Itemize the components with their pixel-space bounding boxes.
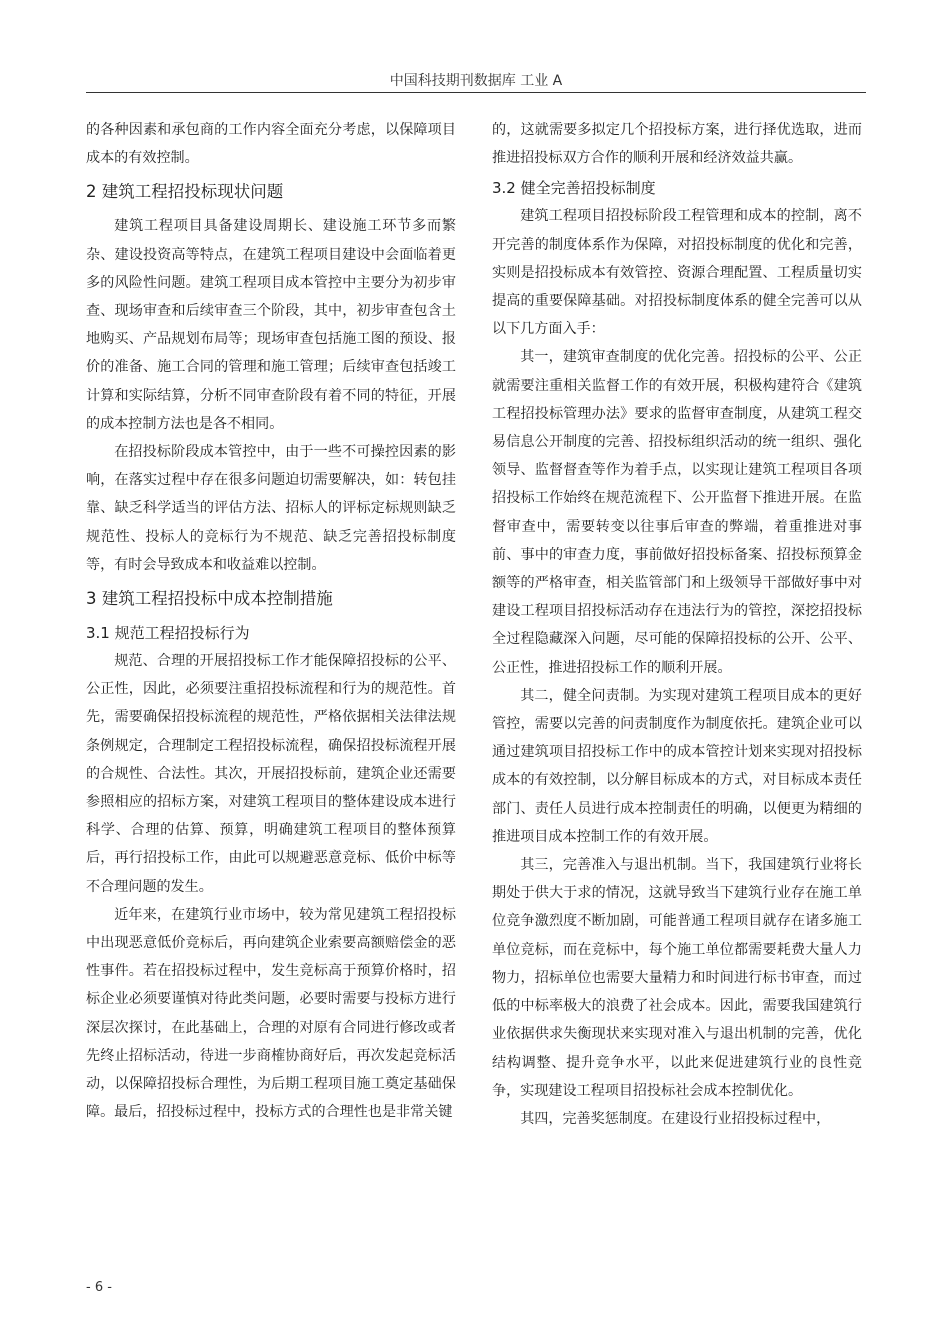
header-rule: [86, 92, 866, 93]
paragraph: 其三，完善准入与退出机制。当下，我国建筑行业将长期处于供大于求的情况，这就导致当下建筑行业存在施工单位竞争激烈度不断加剧，可能普通工程项目就存在诸多施工单位竞标，而在竞标中，每个施工单位都需要耗费大量人力物力，招标单位也需要大量精力和时间进行标书审查，而过低的中标率极大的浪费了社会成本。因此，需要我国建筑行业依据供求失衡现状来实现对准入与退出机制的完善，优化结构调整、提升竞争水平，以此来促进建筑行业的良性竞争，实现建设工程项目招投标社会成本控制优化。: [492, 857, 862, 1099]
paragraph: 近年来，在建筑行业市场中，较为常见建筑工程招投标中出现恶意低价竞标后，再向建筑企业索要高额赔偿金的恶性事件。若在招投标过程中，发生竞标高于预算价格时，招标企业必须要谨慎对待此类问题，必要时需要与投标方进行深层次探讨，在此基础上，合理的对原有合同进行修改或者先终止招标活动，待进一步商榷协商好后，再次发起竞标活动，以保障招投标合理性，为后期工程项目施工奠定基础保障。最后，招投标过程中，投标方式的合理性也是非常关键: [86, 906, 456, 1121]
continued-paragraph: 的各种因素和承包商的工作内容全面充分考虑，以保障项目成本的有效控制。: [86, 122, 456, 167]
subsection-3-2-heading: 3.2 健全完善招投标制度: [492, 179, 656, 198]
right-column: [492, 116, 862, 1133]
section-2-heading: 2 建筑工程招投标现状问题: [86, 182, 284, 202]
paragraph: 建筑工程项目具备建设周期长、建设施工环节多而繁杂、建设投资高等特点，在建筑工程项目建设中会面临着更多的风险性问题。建筑工程项目成本管控中主要分为初步审查、现场审查和后续审查三个阶段，其中，初步审查包含土地购买、产品规划布局等；现场审查包括施工图的预设、报价的准备、施工合同的管理和施工管理；后续审查包括竣工计算和实际结算，分析不同审查阶段有着不同的特征，开展的成本控制方法也是各不相同。: [86, 218, 456, 432]
section-3-heading: 3 建筑工程招投标中成本控制措施: [86, 589, 333, 609]
paragraph: 规范、合理的开展招投标工作才能保障招投标的公平、公正性，因此，必须要注重招投标流程和行为的规范性。首先，需要确保招投标流程的规范性，严格依据相关法律法规条例规定，合理制定工程招投标流程，确保招投标流程开展的合规性、合法性。其次，开展招投标前，建筑企业还需要参照相应的招标方案，对建筑工程项目的整体建设成本进行科学、合理的估算、预算，明确建筑工程项目的整体预算后，再行招投标工作，由此可以规避恶意竞标、低价中标等不合理问题的发生。: [86, 653, 456, 895]
paragraph: 建筑工程项目招投标阶段工程管理和成本的控制，离不开完善的制度体系作为保障，对招投标制度的优化和完善，实则是招投标成本有效管控、资源合理配置、工程质量切实提高的重要保障基础。对招投标制度体系的健全完善可以从以下几方面入手：: [492, 208, 862, 338]
left-column: [86, 116, 456, 1127]
paragraph: 其一，建筑审查制度的优化完善。招投标的公平、公正就需要注重相关监督工作的有效开展，积极构建符合《建筑工程招投标管理办法》要求的监督审查制度，从建筑工程交易信息公开制度的完善、招投标组织活动的统一组织、强化领导、监督督查等作为着手点，以实现让建筑工程项目各项招投标工作始终在规范流程下、公开监督下推进开展。在监督审查中，需要转变以往事后审查的弊端，着重推进对事前、事中的审查力度，事前做好招投标备案、招投标预算金额等的严格审查，相关监管部门和上级领导干部做好事中对建设工程项目招投标活动存在违法行为的管控，深挖招投标全过程隐藏深入问题，尽可能的保障招投标的公开、公平、公正性，推进招投标工作的顺利开展。: [492, 349, 862, 676]
paragraph: 其四，完善奖惩制度。在建设行业招投标过程中，: [520, 1110, 831, 1127]
paragraph: 其二，健全问责制。为实现对建筑工程项目成本的更好管控，需要以完善的问责制度作为制度依托。建筑企业可以通过建筑项目招投标工作中的成本管控计划来实现对招投标成本的有效控制，以分解目标成本的方式，对目标成本责任部门、责任人员进行成本控制责任的明确，以便更为精细的推进项目成本控制工作的有效开展。: [492, 687, 862, 845]
paragraph: 在招投标阶段成本管控中，由于一些不可操控因素的影响，在落实过程中存在很多问题迫切需要解决，如：转包挂靠、缺乏科学适当的评估方法、招标人的评标定标规则缺乏规范性、投标人的竞标行为不规范、缺乏完善招投标制度等，有时会导致成本和收益难以控制。: [86, 444, 456, 573]
subsection-3-1-heading: 3.1 规范工程招投标行为: [86, 624, 250, 643]
continued-paragraph: 的，这就需要多拟定几个招投标方案，进行择优选取，进而推进招投标双方合作的顺利开展和经济效益共赢。: [492, 122, 862, 167]
running-header: 中国科技期刊数据库 工业 A: [389, 73, 563, 89]
page-number: - 6 -: [86, 1280, 112, 1295]
